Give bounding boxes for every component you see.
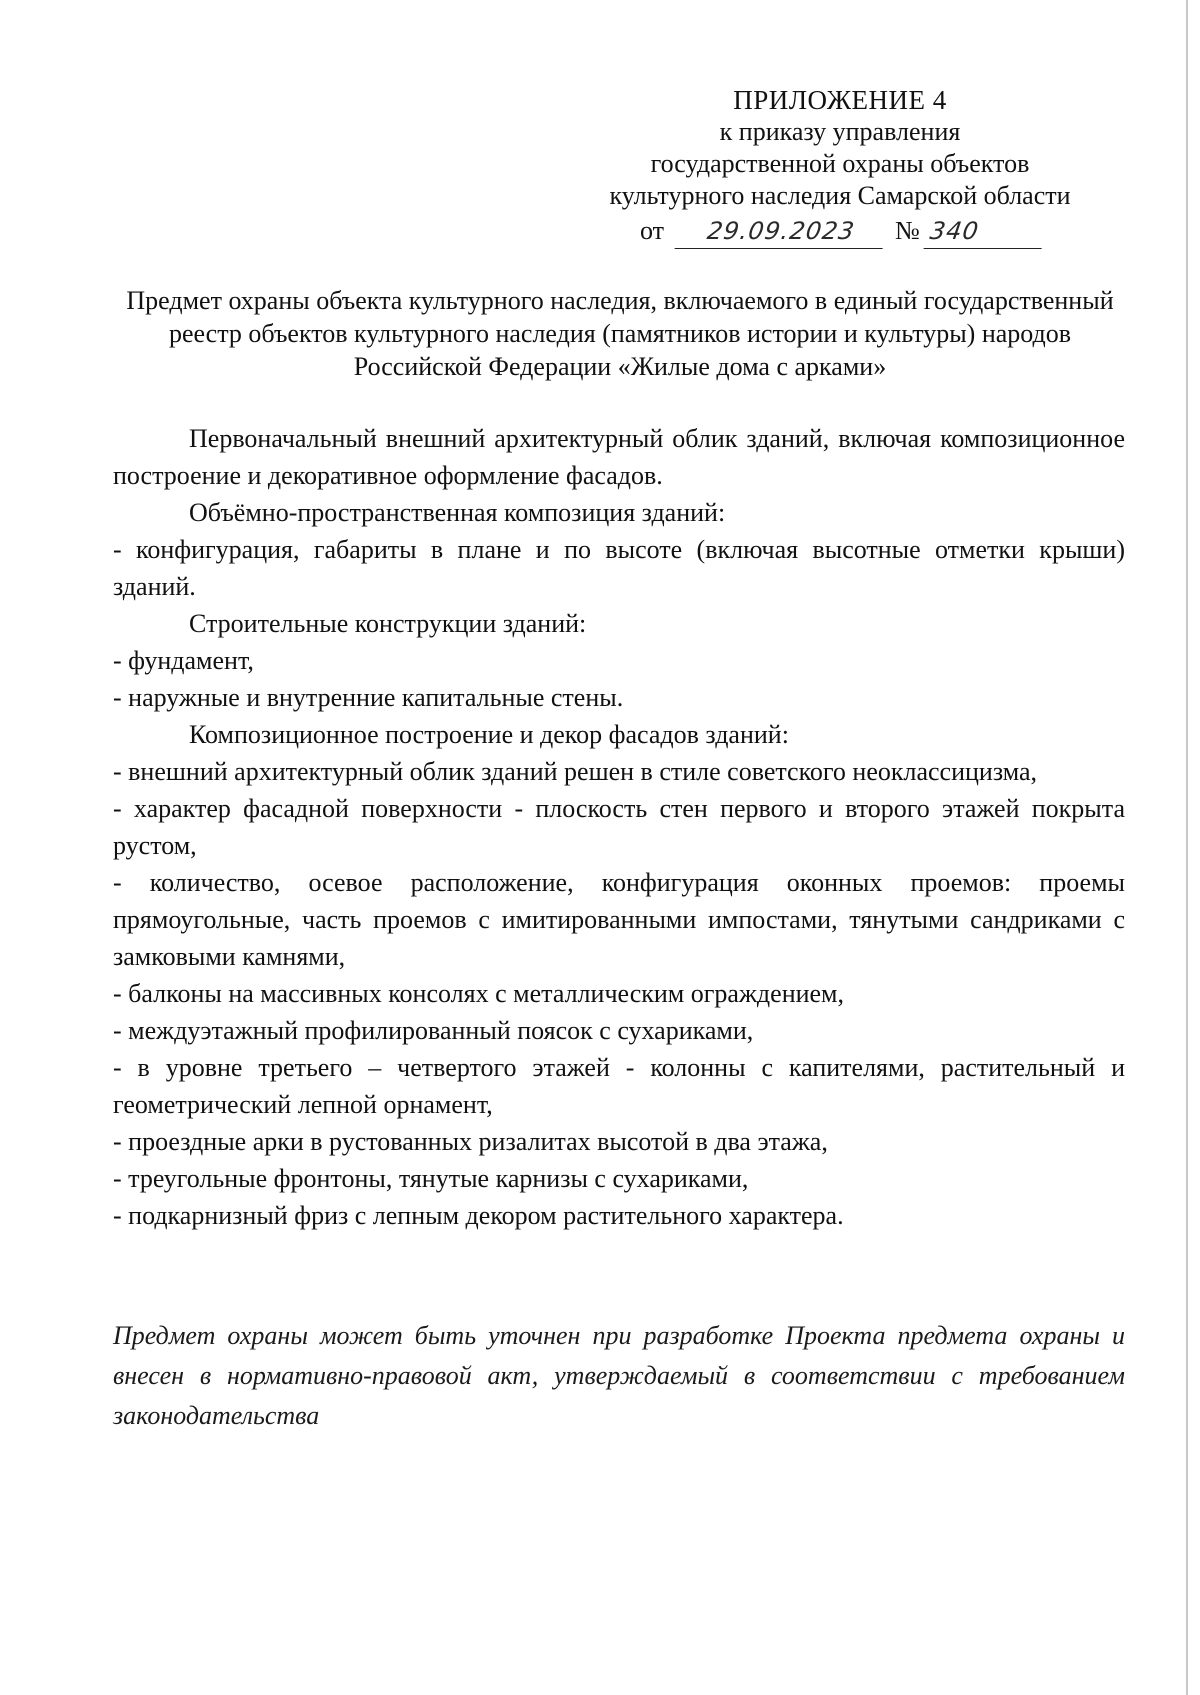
header-line-1: к приказу управления: [719, 117, 961, 146]
order-number-label: №: [895, 216, 920, 245]
paragraph-3: - конфигурация, габариты в плане и по высоте (включая высотные отметки крыши) зданий.: [113, 535, 1125, 601]
closing-note-text: Предмет охраны может быть уточнен при разработке Проекта предмета охраны и внесен в нормативно-правовой акт, утверждаемый в соответствии с требованием законодательства: [113, 1321, 1125, 1430]
paragraph-14: - проездные арки в рустованных ризалитах высотой в два этажа,: [113, 1127, 828, 1156]
order-date-prefix: от: [640, 216, 665, 245]
appendix-title: ПРИЛОЖЕНИЕ 4: [733, 85, 947, 115]
paragraph-16: - подкарнизный фриз с лепным декором растительного характера.: [113, 1201, 844, 1230]
paragraph-7: Композиционное построение и декор фасадов зданий:: [189, 720, 789, 749]
paragraph-1: Первоначальный внешний архитектурный облик зданий, включая композиционное построение и декоративное оформление фасадов.: [113, 424, 1125, 490]
header-line-3: культурного наследия Самарской области: [609, 181, 1071, 210]
paragraph-13: - в уровне третьего – четвертого этажей - колонны с капителями, растительный и геометрический лепной орнамент,: [113, 1053, 1125, 1119]
paragraph-11: - балконы на массивных консолях с металлическим ограждением,: [113, 979, 845, 1008]
paragraph-15: - треугольные фронтоны, тянутые карнизы с сухариками,: [113, 1164, 749, 1193]
order-date-handwritten: 29.09.2023: [674, 214, 887, 249]
paragraph-2: Объёмно-пространственная композиция зданий:: [189, 498, 726, 527]
document-body: [113, 420, 1125, 1234]
appendix-header: [560, 84, 1120, 212]
paragraph-6: - наружные и внутренние капитальные стены.: [113, 683, 624, 712]
page-edge-line: [1186, 0, 1188, 1695]
paragraph-5: - фундамент,: [113, 646, 254, 675]
order-number-handwritten: 340: [924, 214, 1047, 249]
order-reference: [640, 214, 1044, 249]
paragraph-9: - характер фасадной поверхности - плоскость стен первого и второго этажей покрыта рустом,: [113, 794, 1125, 860]
paragraph-12: - междуэтажный профилированный поясок с сухариками,: [113, 1016, 754, 1045]
closing-note: [113, 1316, 1125, 1436]
paragraph-8: - внешний архитектурный облик зданий решен в стиле советского неоклассицизма,: [113, 757, 1038, 786]
paragraph-10: - количество, осевое расположение, конфигурация оконных проемов: проемы прямоугольные, часть проемов с имитированными импостами, тянутыми сандриками с замковыми камнями,: [113, 868, 1125, 971]
document-title: Предмет охраны объекта культурного наследия, включаемого в единый государственный реестр объектов культурного наследия (памятников истории и культуры) народов Российской Федерации «Жилые дома с арками»: [126, 286, 1114, 381]
header-line-2: государственной охраны объектов: [650, 149, 1030, 178]
paragraph-4: Строительные конструкции зданий:: [189, 609, 587, 638]
